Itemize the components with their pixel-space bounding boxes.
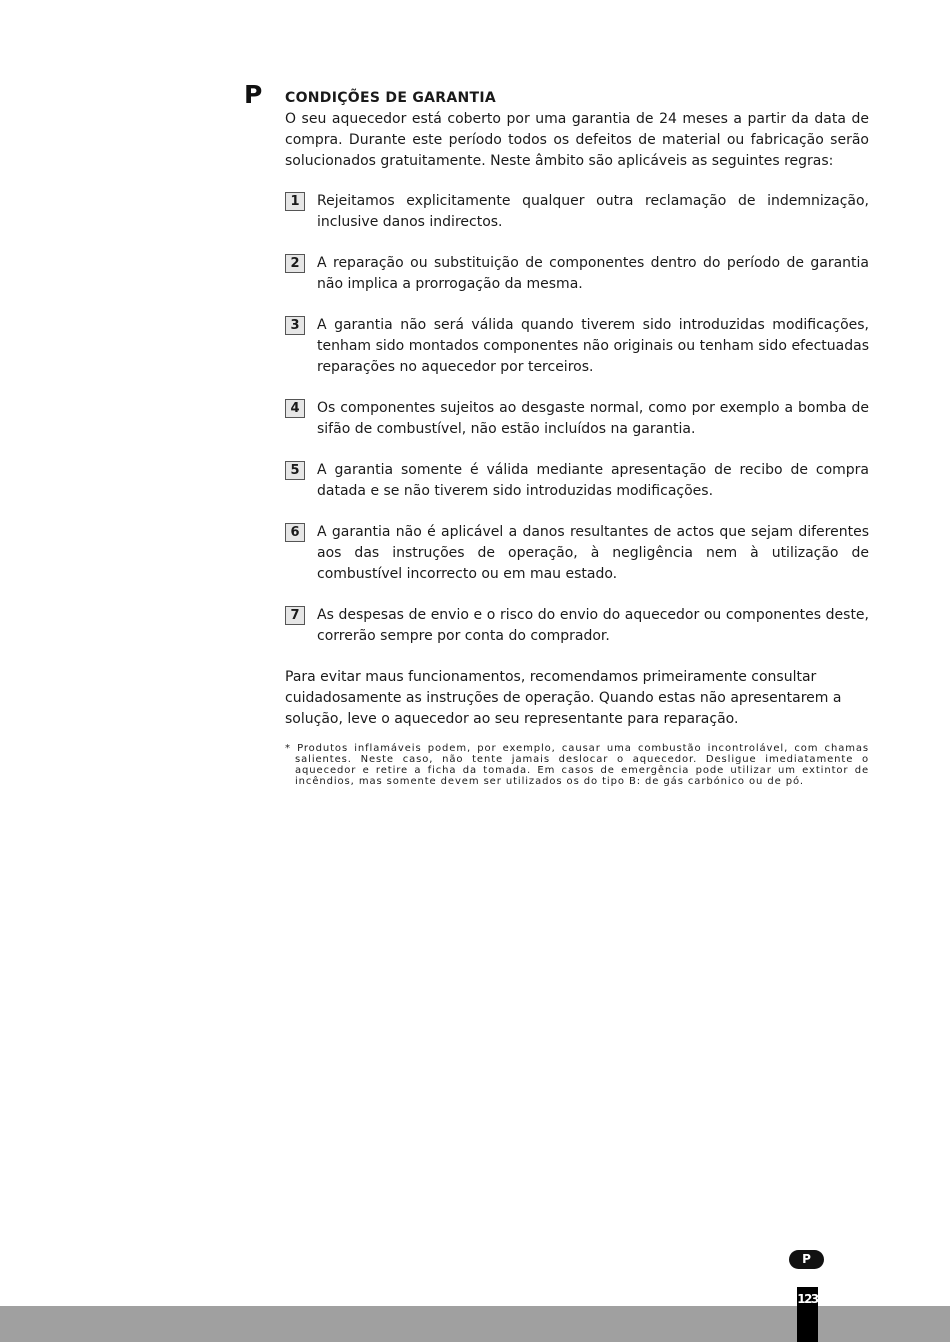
intro-paragraph: O seu aquecedor está coberto por uma garantia de 24 meses a partir da data de compra. Durante este período todos os defeitos de material ou fabricação serão solucionados gratuitamente. Neste âmbito são aplicáveis as seguintes regras: bbox=[285, 111, 869, 169]
page-number: 123 bbox=[797, 1292, 818, 1306]
list-item bbox=[285, 191, 869, 233]
page-number-tab bbox=[797, 1287, 818, 1342]
item-number-box: 3 bbox=[285, 316, 305, 335]
item-number-box: 6 bbox=[285, 523, 305, 542]
language-badge: P bbox=[789, 1250, 824, 1269]
list-item bbox=[285, 605, 869, 647]
language-marker: P bbox=[244, 80, 263, 109]
warranty-rules-list bbox=[285, 191, 869, 647]
item-number-box: 2 bbox=[285, 254, 305, 273]
closing-paragraph: Para evitar maus funcionamentos, recomendamos primeiramente consultar cuidadosamente as instruções de operação. Quando estas não apresentarem a solução, leve o aquecedor ao seu representante para reparação. bbox=[285, 669, 842, 727]
list-item bbox=[285, 460, 869, 502]
list-item bbox=[285, 398, 869, 440]
item-text: A garantia somente é válida mediante apresentação de recibo de compra datada e se não tiverem sido introduzidas modificações. bbox=[317, 462, 869, 499]
list-item bbox=[285, 522, 869, 585]
item-number-box: 5 bbox=[285, 461, 305, 480]
list-item bbox=[285, 253, 869, 295]
footnote: * Produtos inflamáveis podem, por exemplo, causar uma combustão incontrolável, com chamas salientes. Neste caso, não tente jamais deslocar o aquecedor. Desligue imediatamente o aquecedor e retire a ficha da tomada. Em casos de emergência pode utilizar um extintor de incêndios, mas somente devem ser utilizados os do tipo B: de gás carbónico ou de pó. bbox=[285, 743, 869, 787]
section-title: CONDIÇÕES DE GARANTIA bbox=[285, 90, 497, 106]
list-item bbox=[285, 315, 869, 378]
item-number-box: 7 bbox=[285, 606, 305, 625]
item-number-box: 1 bbox=[285, 192, 305, 211]
item-number-box: 4 bbox=[285, 399, 305, 418]
item-text: A garantia não será válida quando tiverem sido introduzidas modificações, tenham sido montados componentes não originais ou tenham sido efectuadas reparações no aquecedor por terceiros. bbox=[317, 317, 869, 375]
item-text: Rejeitamos explicitamente qualquer outra reclamação de indemnização, inclusive danos indirectos. bbox=[317, 193, 869, 230]
warranty-section bbox=[285, 88, 869, 787]
item-text: As despesas de envio e o risco do envio do aquecedor ou componentes deste, correrão sempre por conta do comprador. bbox=[317, 607, 869, 644]
item-text: A reparação ou substituição de componentes dentro do período de garantia não implica a prorrogação da mesma. bbox=[317, 255, 869, 292]
item-text: Os componentes sujeitos ao desgaste normal, como por exemplo a bomba de sifão de combustível, não estão incluídos na garantia. bbox=[317, 400, 869, 437]
item-text: A garantia não é aplicável a danos resultantes de actos que sejam diferentes aos das instruções de operação, à negligência nem à utilização de combustível incorrecto ou em mau estado. bbox=[317, 524, 869, 582]
